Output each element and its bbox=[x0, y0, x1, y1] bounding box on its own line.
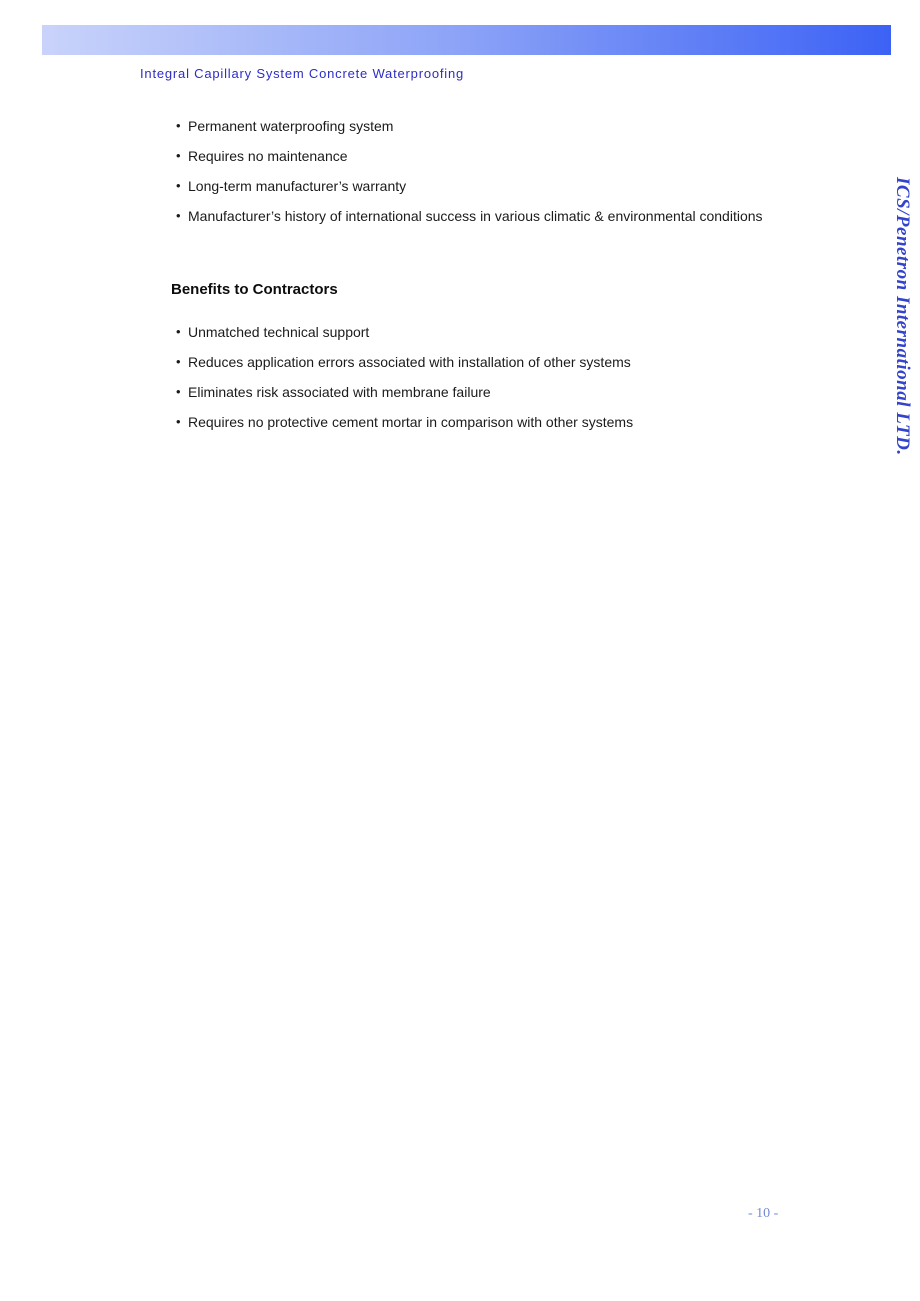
contractor-bullet-list bbox=[176, 317, 633, 437]
bullet-icon: • bbox=[176, 208, 181, 223]
section-heading: Benefits to Contractors bbox=[171, 281, 338, 298]
list-item-text: Reduces application errors associated with installation of other systems bbox=[188, 354, 631, 370]
intro-bullet-list bbox=[176, 111, 763, 231]
list-item-text: Manufacturer’s history of international success in various climatic & environmental conditions bbox=[188, 208, 763, 224]
bullet-icon: • bbox=[176, 178, 181, 193]
list-item bbox=[176, 377, 633, 407]
list-item bbox=[176, 347, 633, 377]
bullet-icon: • bbox=[176, 414, 181, 429]
list-item bbox=[176, 141, 763, 171]
bullet-icon: • bbox=[176, 324, 181, 339]
list-item-text: Permanent waterproofing system bbox=[188, 118, 394, 134]
bullet-icon: • bbox=[176, 148, 181, 163]
list-item-text: Unmatched technical support bbox=[188, 324, 370, 340]
list-item bbox=[176, 407, 633, 437]
list-item bbox=[176, 111, 763, 141]
bullet-icon: • bbox=[176, 384, 181, 399]
running-header-title: Integral Capillary System Concrete Waterproofing bbox=[140, 66, 465, 81]
list-item-text: Requires no maintenance bbox=[188, 148, 348, 164]
list-item-text: Eliminates risk associated with membrane failure bbox=[188, 384, 491, 400]
bullet-icon: • bbox=[176, 354, 181, 369]
list-item bbox=[176, 171, 763, 201]
page-number: - 10 - bbox=[748, 1206, 779, 1221]
bullet-icon: • bbox=[176, 118, 181, 133]
list-item-text: Requires no protective cement mortar in comparison with other systems bbox=[188, 414, 634, 430]
header-gradient-bar bbox=[42, 25, 891, 55]
list-item-text: Long-term manufacturer’s warranty bbox=[188, 178, 407, 194]
sidebar-company-name: ICS/Penetron International LTD. bbox=[892, 177, 913, 456]
list-item bbox=[176, 317, 633, 347]
list-item bbox=[176, 201, 763, 231]
